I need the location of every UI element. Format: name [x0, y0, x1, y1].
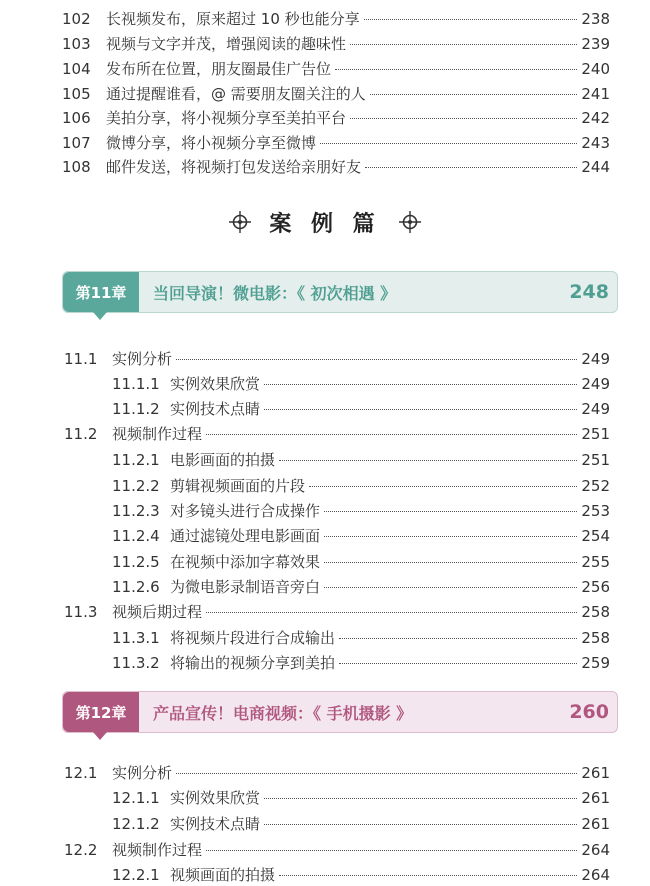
- dot-leader: [365, 167, 577, 168]
- entry-number: 11.2.1: [112, 451, 160, 469]
- entry-number: 104: [62, 60, 91, 78]
- toc-entry: [62, 34, 610, 54]
- chapter-title: 当回导演！微电影：《 初次相遇 》: [153, 283, 397, 303]
- entry-page: 241: [581, 85, 610, 103]
- entry-title: 在视频中添加字幕效果: [170, 553, 321, 571]
- entry-page: 256: [581, 578, 610, 596]
- toc-section: [64, 349, 610, 369]
- entry-title: 视频画面的拍摄: [170, 866, 276, 884]
- chapter-11-header: [62, 271, 618, 313]
- entry-title: 视频与文字并茂，增强阅读的趣味性: [106, 35, 347, 53]
- chapter-page: 248: [569, 281, 609, 303]
- chapter-title: 产品宣传！电商视频：《 手机摄影 》: [153, 703, 413, 723]
- dot-leader: [206, 850, 577, 851]
- dot-leader: [279, 875, 577, 876]
- entry-page: 251: [581, 451, 610, 469]
- entry-title: 剪辑视频画面的片段: [170, 477, 306, 495]
- entry-title: 对多镜头进行合成操作: [170, 502, 321, 520]
- dot-leader: [350, 118, 577, 119]
- entry-page: 244: [581, 158, 610, 176]
- entry-number: 108: [62, 158, 91, 176]
- entry-page: 239: [581, 35, 610, 53]
- dot-leader: [339, 663, 577, 664]
- entry-number: 11.1.2: [112, 400, 160, 418]
- dot-leader: [279, 460, 577, 461]
- dot-leader: [264, 409, 577, 410]
- entry-number: 12.2: [64, 841, 98, 859]
- toc-subsection: [112, 501, 610, 521]
- entry-number: 11.2: [64, 425, 98, 443]
- dot-leader: [324, 536, 577, 537]
- entry-page: 240: [581, 60, 610, 78]
- entry-title: 实例技术点睛: [170, 400, 261, 418]
- entry-page: 243: [581, 134, 610, 152]
- dot-leader: [264, 384, 577, 385]
- toc-subsection: [112, 552, 610, 572]
- entry-page: 253: [581, 502, 610, 520]
- entry-title: 视频制作过程: [112, 425, 203, 443]
- toc-entry: [62, 84, 610, 104]
- entry-number: 12.1.2: [112, 815, 160, 833]
- toc-section: [64, 602, 610, 622]
- entry-number: 12.2.1: [112, 866, 160, 884]
- entry-title: 将输出的视频分享到美拍: [170, 654, 336, 672]
- dot-leader: [350, 44, 577, 45]
- entry-title: 实例效果欣赏: [170, 375, 261, 393]
- dot-leader: [264, 824, 577, 825]
- entry-number: 11.2.3: [112, 502, 160, 520]
- entry-title: 实例效果欣赏: [170, 789, 261, 807]
- entry-number: 105: [62, 85, 91, 103]
- chapter-12-header: [62, 691, 618, 733]
- entry-number: 103: [62, 35, 91, 53]
- entry-number: 11.2.5: [112, 553, 160, 571]
- toc-entry: [62, 157, 610, 177]
- part-divider: [0, 207, 650, 237]
- entry-number: 12.1: [64, 764, 98, 782]
- entry-title: 实例分析: [112, 764, 173, 782]
- toc-entry: [62, 9, 610, 29]
- dot-leader: [206, 612, 577, 613]
- entry-page: 251: [581, 425, 610, 443]
- toc-subsection: [112, 577, 610, 597]
- entry-page: 264: [581, 866, 610, 884]
- crosshair-icon: [229, 211, 251, 233]
- chapter-badge: 第11章: [63, 272, 139, 312]
- entry-title: 长视频发布，原来超过 10 秒也能分享: [106, 10, 360, 28]
- toc-entry: [62, 108, 610, 128]
- entry-title: 通过提醒谁看，@ 需要朋友圈关注的人: [106, 85, 366, 103]
- toc-subsection: [112, 814, 610, 834]
- toc-entry: [62, 59, 610, 79]
- toc-section: [64, 763, 610, 783]
- entry-page: 259: [581, 654, 610, 672]
- crosshair-icon: [399, 211, 421, 233]
- entry-page: 249: [581, 375, 610, 393]
- toc-subsection: [112, 399, 610, 419]
- entry-number: 11.2.4: [112, 527, 160, 545]
- entry-number: 11.1.1: [112, 375, 160, 393]
- entry-page: 254: [581, 527, 610, 545]
- entry-page: 255: [581, 553, 610, 571]
- toc-subsection: [112, 788, 610, 808]
- entry-page: 258: [581, 603, 610, 621]
- entry-page: 261: [581, 764, 610, 782]
- entry-number: 106: [62, 109, 91, 127]
- entry-number: 11.3: [64, 603, 98, 621]
- entry-number: 102: [62, 10, 91, 28]
- dot-leader: [176, 359, 577, 360]
- dot-leader: [309, 486, 577, 487]
- toc-entry: [62, 133, 610, 153]
- entry-title: 为微电影录制语音旁白: [170, 578, 321, 596]
- entry-title: 电影画面的拍摄: [170, 451, 276, 469]
- entry-page: 249: [581, 350, 610, 368]
- entry-number: 11.2.6: [112, 578, 160, 596]
- entry-number: 12.1.1: [112, 789, 160, 807]
- entry-page: 242: [581, 109, 610, 127]
- dot-leader: [324, 587, 577, 588]
- dot-leader: [264, 798, 577, 799]
- entry-page: 252: [581, 477, 610, 495]
- entry-title: 视频制作过程: [112, 841, 203, 859]
- entry-title: 邮件发送，将视频打包发送给亲朋好友: [106, 158, 362, 176]
- entry-number: 11.1: [64, 350, 98, 368]
- dot-leader: [324, 511, 577, 512]
- dot-leader: [324, 562, 577, 563]
- toc-subsection: [112, 450, 610, 470]
- toc-subsection: [112, 476, 610, 496]
- entry-page: 261: [581, 815, 610, 833]
- entry-number: 11.3.1: [112, 629, 160, 647]
- toc-section: [64, 424, 610, 444]
- entry-number: 11.3.2: [112, 654, 160, 672]
- toc-subsection: [112, 653, 610, 673]
- entry-page: 238: [581, 10, 610, 28]
- dot-leader: [206, 434, 577, 435]
- part-title: 案 例 篇: [269, 211, 381, 237]
- entry-title: 发布所在位置，朋友圈最佳广告位: [106, 60, 332, 78]
- entry-number: 11.2.2: [112, 477, 160, 495]
- toc-section: [64, 840, 610, 860]
- dot-leader: [339, 638, 577, 639]
- entry-page: 249: [581, 400, 610, 418]
- entry-title: 实例技术点睛: [170, 815, 261, 833]
- dot-leader: [370, 94, 578, 95]
- toc-subsection: [112, 526, 610, 546]
- toc-subsection: [112, 865, 610, 885]
- dot-leader: [364, 19, 578, 20]
- entry-title: 通过滤镜处理电影画面: [170, 527, 321, 545]
- dot-leader: [320, 143, 577, 144]
- entry-number: 107: [62, 134, 91, 152]
- chapter-badge: 第12章: [63, 692, 139, 732]
- entry-title: 微博分享，将小视频分享至微博: [106, 134, 317, 152]
- entry-title: 视频后期过程: [112, 603, 203, 621]
- toc-subsection: [112, 628, 610, 648]
- entry-title: 美拍分享，将小视频分享至美拍平台: [106, 109, 347, 127]
- chapter-page: 260: [569, 701, 609, 723]
- entry-title: 将视频片段进行合成输出: [170, 629, 336, 647]
- dot-leader: [335, 69, 577, 70]
- entry-page: 264: [581, 841, 610, 859]
- entry-title: 实例分析: [112, 350, 173, 368]
- entry-page: 258: [581, 629, 610, 647]
- toc-subsection: [112, 374, 610, 394]
- entry-page: 261: [581, 789, 610, 807]
- dot-leader: [176, 773, 577, 774]
